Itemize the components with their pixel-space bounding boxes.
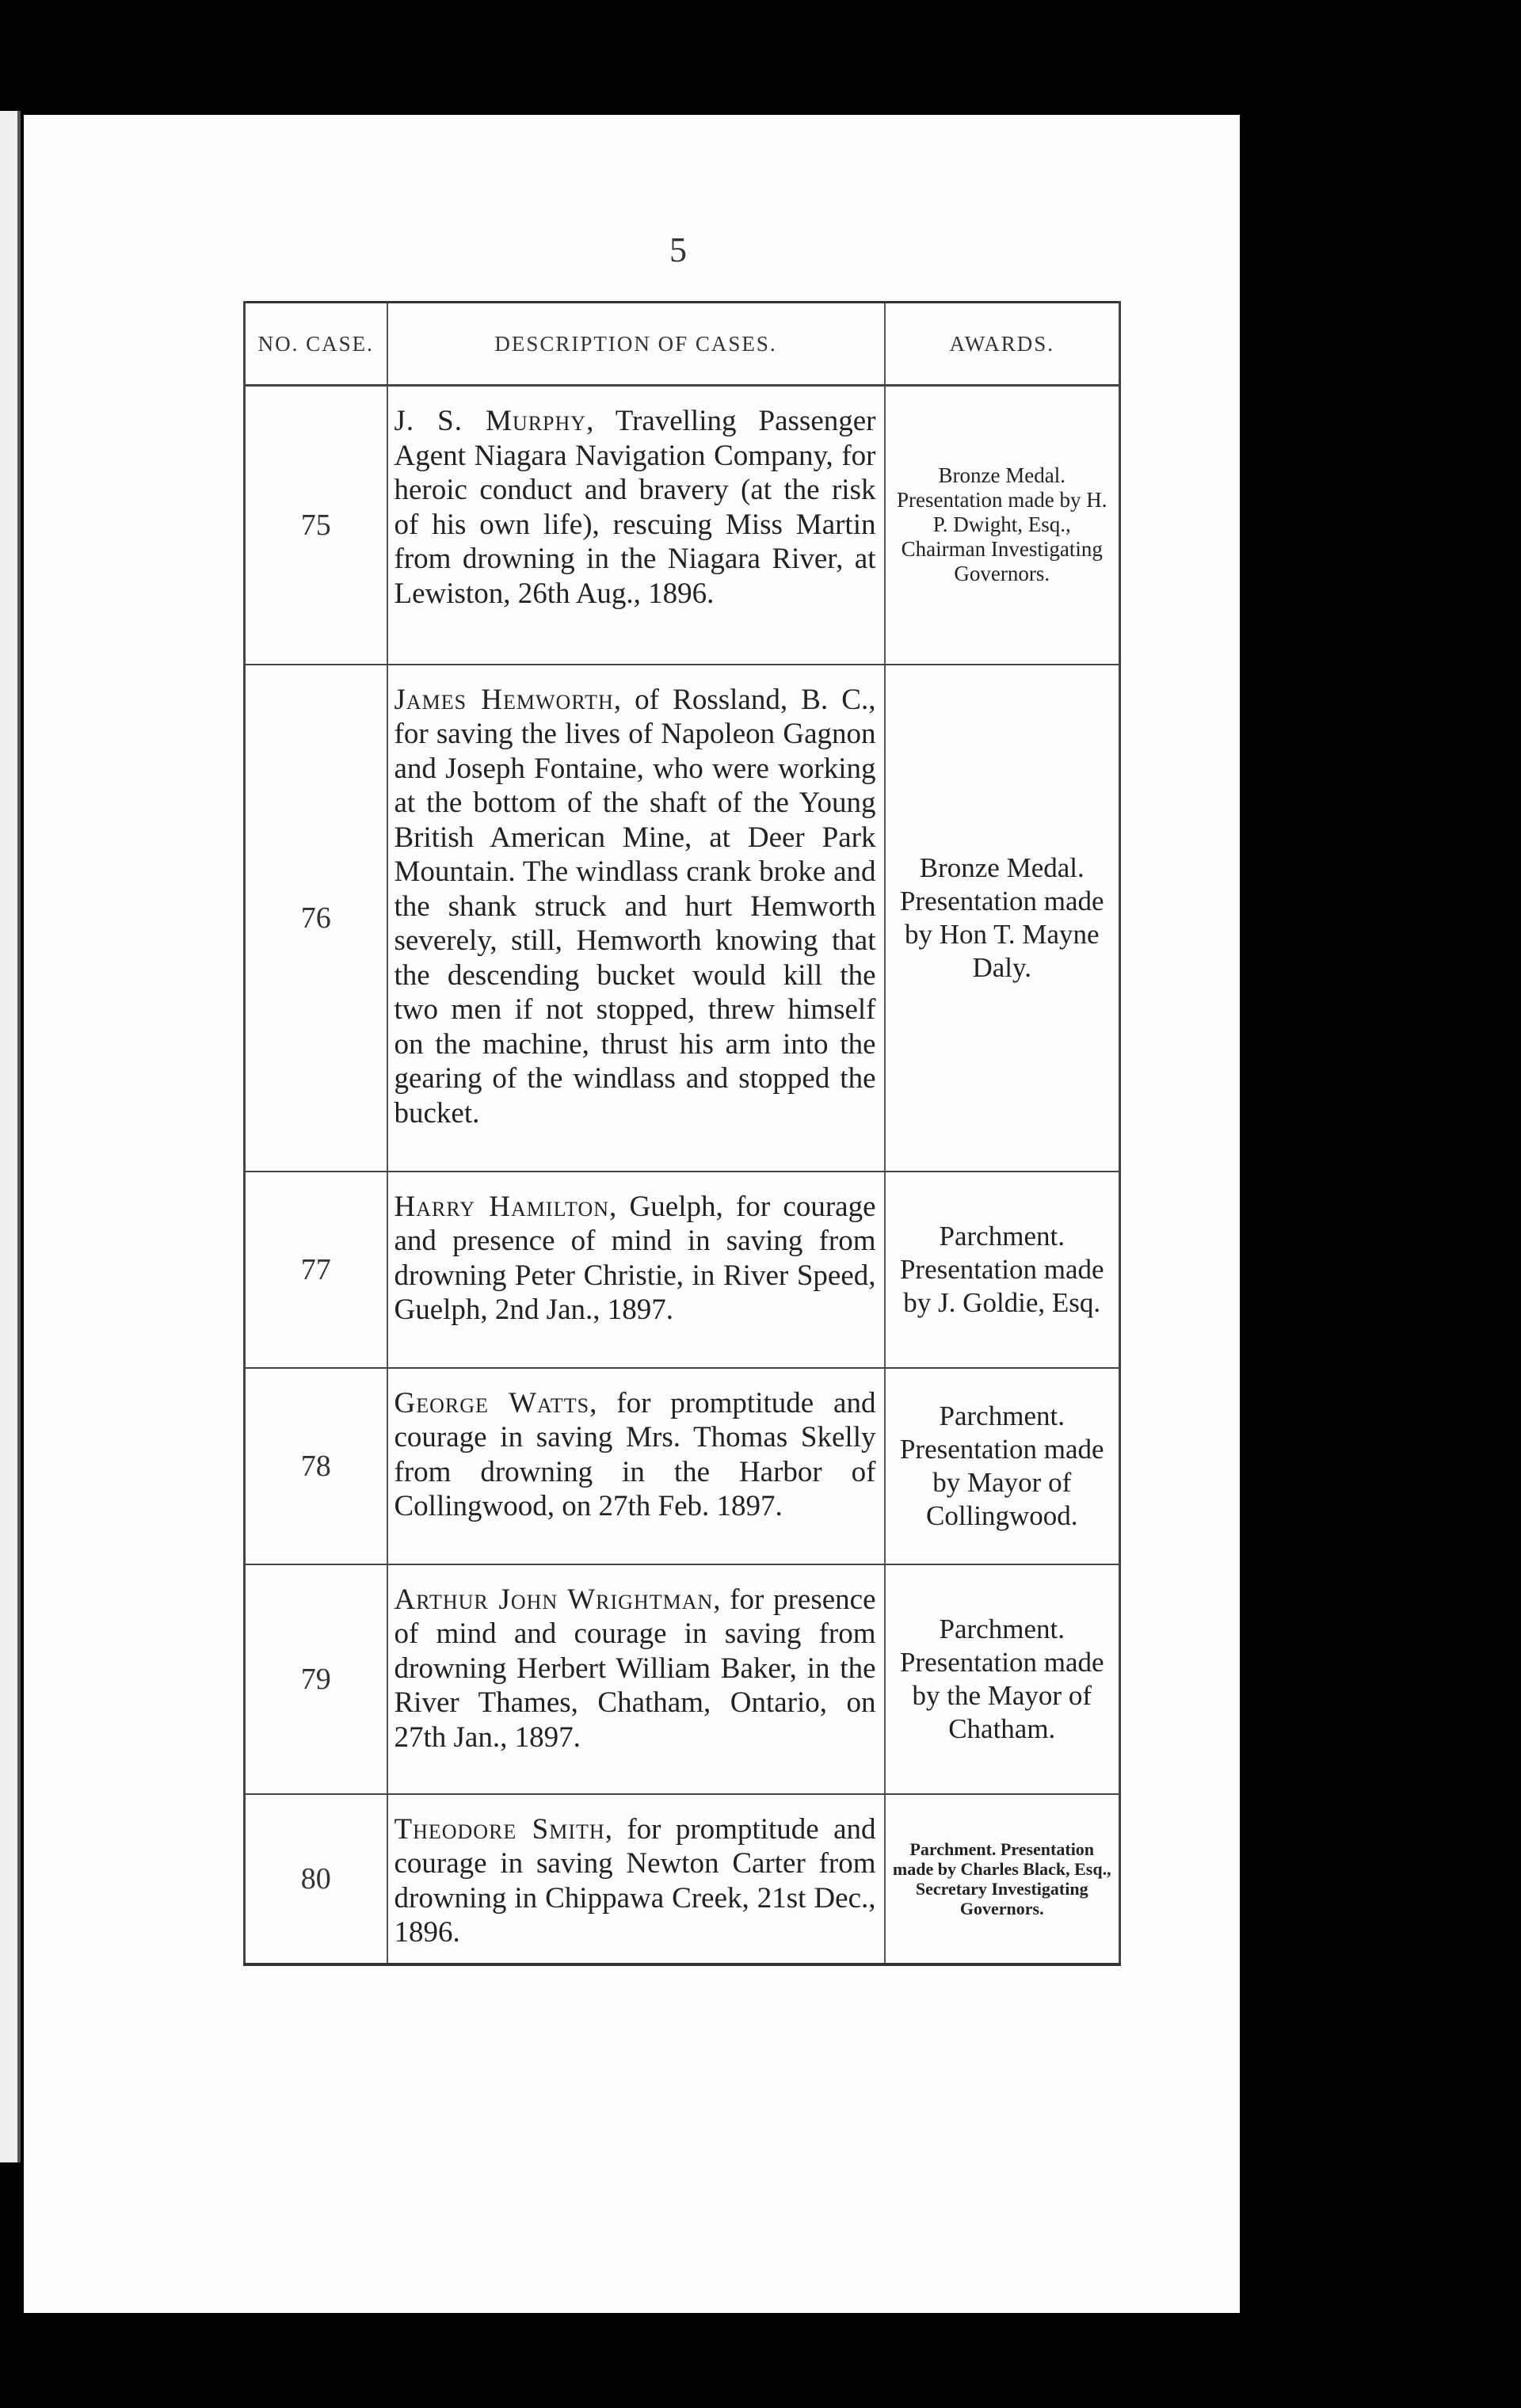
case-award: Bronze Medal. Presentation made by Hon T. Mayne Daly.: [885, 665, 1120, 1172]
case-award: Parchment. Presentation made by Mayor of Collingwood.: [885, 1368, 1120, 1564]
case-number: 76: [245, 665, 387, 1172]
case-description: [387, 386, 885, 665]
case-description: [387, 665, 885, 1172]
table-row: [245, 1368, 1120, 1564]
header-description: DESCRIPTION OF CASES.: [387, 303, 885, 386]
case-award: Parchment. Presentation made by J. Goldie, Esq.: [885, 1172, 1120, 1368]
case-text: , Travelling Passenger Agent Niagara Navigation Company, for heroic conduct and bravery (at the risk of his own life), rescuing Miss Martin from drowning in the Niagara River, at Lewiston, 26th Aug., 1896.: [394, 405, 876, 610]
awards-table: [243, 301, 1121, 1966]
table-row: [245, 386, 1120, 665]
person-name: Arthur John Wrightman: [394, 1583, 714, 1616]
case-number: 78: [245, 1368, 387, 1564]
case-number: 79: [245, 1564, 387, 1794]
case-text: , for promptitude and courage in saving Mrs. Thomas Skelly from drowning in the Harbor of Collingwood, on 27th Feb. 1897.: [394, 1386, 876, 1522]
case-text: , for promptitude and courage in saving Newton Carter from drowning in Chippawa Creek, 21st Dec., 1896.: [394, 1812, 876, 1949]
case-description: [387, 1564, 885, 1794]
case-award: Parchment. Presentation made by Charles Black, Esq., Secretary Investigating Governors.: [885, 1794, 1120, 1964]
header-awards: AWARDS.: [885, 303, 1120, 386]
header-no-case: NO. CASE.: [245, 303, 387, 386]
table-row: [245, 1794, 1120, 1964]
facing-page-edge: [0, 111, 21, 2162]
case-award: Bronze Medal. Presentation made by H. P. Dwight, Esq., Chairman Investigating Governors.: [885, 386, 1120, 665]
case-text: , Guelph, for courage and presence of mind in saving from drowning Peter Christie, in River Speed, Guelph, 2nd Jan., 1897.: [394, 1190, 876, 1326]
person-name: Harry Hamilton: [394, 1190, 610, 1223]
person-name: Theodore Smith: [394, 1812, 605, 1846]
table-row: [245, 1564, 1120, 1794]
case-text: , for presence of mind and courage in saving from drowning Herbert William Baker, in the River Thames, Chatham, Ontario, on 27th Jan., 1897.: [394, 1583, 876, 1754]
case-description: [387, 1794, 885, 1964]
page-number: 5: [669, 231, 687, 269]
case-text: , of Rossland, B. C., for saving the lives of Napoleon Gagnon and Joseph Fontaine, who were working at the bottom of the shaft of the Young British American Mine, at Deer Park Mountain. The windlass crank broke and the shank struck and hurt Hemworth severely, still, Hemworth knowing that the descending bucket would kill the two men if not stopped, threw himself on the machine, thrust his arm into the gearing of the windlass and stopped the bucket.: [394, 683, 876, 1130]
case-number: 75: [245, 386, 387, 665]
table-row: [245, 665, 1120, 1172]
case-description: [387, 1172, 885, 1368]
case-award: Parchment. Presentation made by the Mayor of Chatham.: [885, 1564, 1120, 1794]
person-name: George Watts: [394, 1386, 590, 1419]
case-number: 80: [245, 1794, 387, 1964]
table-row: [245, 1172, 1120, 1368]
person-name: J. S. Murphy: [394, 405, 587, 437]
case-number: 77: [245, 1172, 387, 1368]
person-name: James Hemworth: [394, 683, 614, 716]
case-description: [387, 1368, 885, 1564]
table-header-row: [245, 303, 1120, 386]
